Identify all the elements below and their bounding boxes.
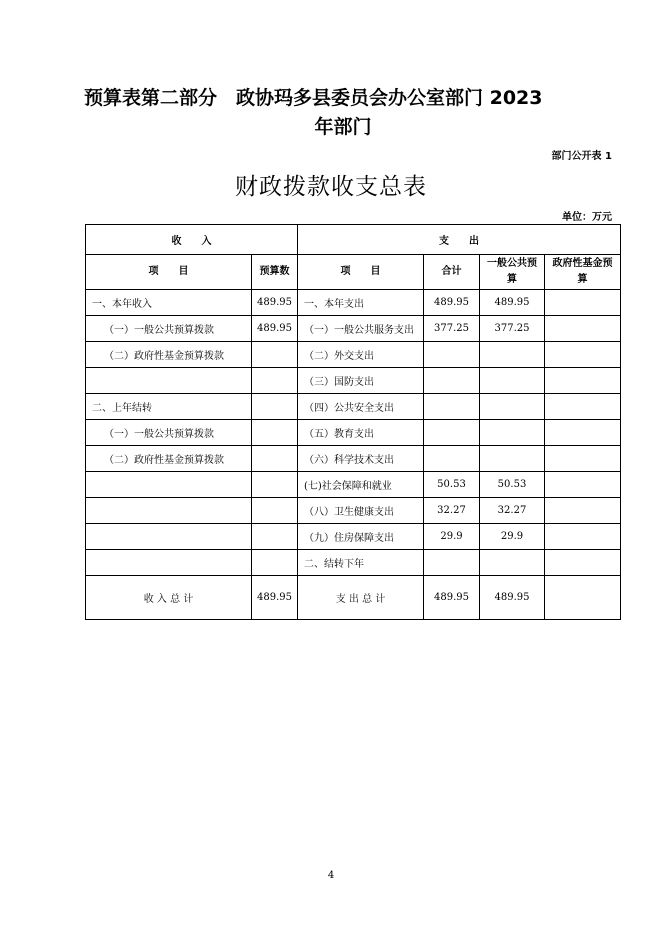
expense-general: 50.53 bbox=[480, 472, 545, 498]
expense-total bbox=[424, 394, 480, 420]
income-group-header: 收 入 bbox=[86, 225, 298, 255]
expense-general: 29.9 bbox=[480, 524, 545, 550]
form-number: 部门公开表 1 bbox=[551, 151, 612, 162]
expense-total: 50.53 bbox=[424, 472, 480, 498]
expense-item: （四）公共安全支出 bbox=[298, 394, 424, 420]
expense-general bbox=[480, 550, 545, 576]
income-item: （一）一般公共预算拨款 bbox=[86, 420, 252, 446]
expense-fund bbox=[545, 498, 621, 524]
expense-fund bbox=[545, 524, 621, 550]
expense-total-fund bbox=[545, 576, 621, 620]
header-income-item: 项 目 bbox=[86, 255, 252, 290]
income-amount bbox=[252, 342, 298, 368]
header-expense-item: 项 目 bbox=[298, 255, 424, 290]
income-item bbox=[86, 550, 252, 576]
header-fund-budget: 政府性基金预算 bbox=[545, 255, 621, 290]
income-item bbox=[86, 524, 252, 550]
expense-general bbox=[480, 342, 545, 368]
expense-total bbox=[424, 420, 480, 446]
table-row bbox=[86, 420, 621, 446]
expense-total: 32.27 bbox=[424, 498, 480, 524]
table-row bbox=[86, 368, 621, 394]
income-item: （一）一般公共预算拨款 bbox=[86, 316, 252, 342]
expense-general bbox=[480, 394, 545, 420]
expense-item: (七)社会保障和就业 bbox=[298, 472, 424, 498]
income-item bbox=[86, 498, 252, 524]
expense-general bbox=[480, 446, 545, 472]
income-item: 二、上年结转 bbox=[86, 394, 252, 420]
expense-item: 一、本年支出 bbox=[298, 290, 424, 316]
expense-fund bbox=[545, 342, 621, 368]
expense-general bbox=[480, 368, 545, 394]
expense-general bbox=[480, 420, 545, 446]
table-title: 财政拨款收支总表 bbox=[235, 174, 427, 200]
income-amount bbox=[252, 524, 298, 550]
header-general-budget: 一般公共预算 bbox=[480, 255, 545, 290]
table-row bbox=[86, 316, 621, 342]
header-budget-amount: 预算数 bbox=[252, 255, 298, 290]
expense-item: （一）一般公共服务支出 bbox=[298, 316, 424, 342]
header-total: 合计 bbox=[424, 255, 480, 290]
income-item bbox=[86, 472, 252, 498]
unit-label: 单位：万元 bbox=[562, 212, 612, 223]
expense-item: （八）卫生健康支出 bbox=[298, 498, 424, 524]
document-title bbox=[84, 84, 584, 142]
expense-fund bbox=[545, 420, 621, 446]
expense-item: 二、结转下年 bbox=[298, 550, 424, 576]
income-amount: 489.95 bbox=[252, 290, 298, 316]
expense-total bbox=[424, 446, 480, 472]
group-header-row bbox=[86, 225, 621, 255]
expense-fund bbox=[545, 394, 621, 420]
table-row bbox=[86, 498, 621, 524]
income-amount bbox=[252, 368, 298, 394]
title-line-2: 年部门 bbox=[314, 116, 372, 138]
expense-item: （五）教育支出 bbox=[298, 420, 424, 446]
expense-total-total: 489.95 bbox=[424, 576, 480, 620]
income-amount bbox=[252, 446, 298, 472]
table-row bbox=[86, 524, 621, 550]
expense-fund bbox=[545, 446, 621, 472]
column-header-row bbox=[86, 255, 621, 290]
income-item bbox=[86, 368, 252, 394]
page-number: 4 bbox=[327, 870, 335, 881]
expense-total-general: 489.95 bbox=[480, 576, 545, 620]
income-item: （二）政府性基金预算拨款 bbox=[86, 342, 252, 368]
expense-item: （三）国防支出 bbox=[298, 368, 424, 394]
table-row bbox=[86, 446, 621, 472]
expense-total: 489.95 bbox=[424, 290, 480, 316]
budget-table bbox=[85, 224, 621, 620]
income-amount bbox=[252, 420, 298, 446]
table-row bbox=[86, 394, 621, 420]
expense-fund bbox=[545, 550, 621, 576]
expense-total bbox=[424, 368, 480, 394]
expense-item: （九）住房保障支出 bbox=[298, 524, 424, 550]
income-amount bbox=[252, 550, 298, 576]
income-total-label: 收 入 总 计 bbox=[86, 576, 252, 620]
expense-fund bbox=[545, 290, 621, 316]
table-row bbox=[86, 472, 621, 498]
expense-item: （六）科学技术支出 bbox=[298, 446, 424, 472]
title-line-1: 预算表第二部分 政协玛多县委员会办公室部门 2023 bbox=[84, 87, 543, 109]
expense-general: 489.95 bbox=[480, 290, 545, 316]
income-amount bbox=[252, 394, 298, 420]
income-total-amount: 489.95 bbox=[252, 576, 298, 620]
expense-fund bbox=[545, 316, 621, 342]
expense-total bbox=[424, 342, 480, 368]
expense-fund bbox=[545, 368, 621, 394]
expense-group-header: 支 出 bbox=[298, 225, 621, 255]
table-row bbox=[86, 342, 621, 368]
expense-general: 377.25 bbox=[480, 316, 545, 342]
table-row bbox=[86, 550, 621, 576]
income-amount bbox=[252, 498, 298, 524]
income-amount: 489.95 bbox=[252, 316, 298, 342]
expense-total-label: 支 出 总 计 bbox=[298, 576, 424, 620]
expense-fund bbox=[545, 472, 621, 498]
expense-item: （二）外交支出 bbox=[298, 342, 424, 368]
expense-total bbox=[424, 550, 480, 576]
expense-general: 32.27 bbox=[480, 498, 545, 524]
income-item: （二）政府性基金预算拨款 bbox=[86, 446, 252, 472]
totals-row bbox=[86, 576, 621, 620]
table-row bbox=[86, 290, 621, 316]
expense-total: 29.9 bbox=[424, 524, 480, 550]
income-item: 一、本年收入 bbox=[86, 290, 252, 316]
expense-total: 377.25 bbox=[424, 316, 480, 342]
income-amount bbox=[252, 472, 298, 498]
